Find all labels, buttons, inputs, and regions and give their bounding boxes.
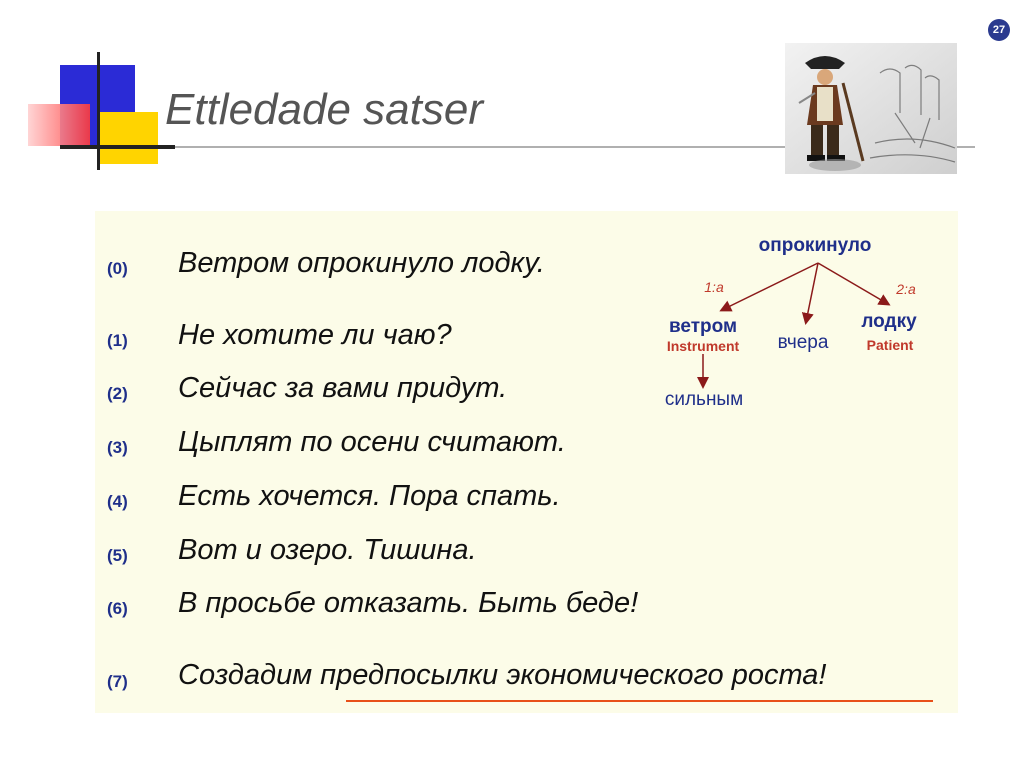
slide-title: Ettledade satser — [165, 85, 483, 134]
sentence-number: (7) — [107, 672, 128, 691]
tree-node-dep1: ветром — [668, 316, 738, 337]
tree-node-modifier: сильным — [664, 389, 744, 410]
tree-root: опрокинуло — [758, 235, 872, 256]
sentence-number: (0) — [107, 259, 128, 278]
tree-role-label: Instrument — [666, 338, 740, 354]
page-number-badge: 27 — [988, 19, 1010, 41]
tree-node-dep3: лодку — [861, 311, 917, 332]
sentence-text: Есть хочется. Пора спать. — [178, 480, 561, 512]
sentence-text: Вот и озеро. Тишина. — [178, 534, 477, 566]
tree-edge-label: 1:a — [704, 279, 724, 295]
sentence-number: (5) — [107, 546, 128, 565]
sentence-number: (2) — [107, 384, 128, 403]
tree-edge — [806, 263, 818, 322]
sentence-number: (4) — [107, 492, 128, 511]
sentence-text: Цыплят по осени считают. — [178, 426, 566, 458]
sentence-text: В просьбе отказать. Быть беде! — [178, 587, 639, 619]
sentence-number: (1) — [107, 331, 128, 350]
tree-edge — [818, 263, 888, 304]
sentence-number: (3) — [107, 438, 128, 457]
sentence-text: Ветром опрокинуло лодку. — [178, 247, 545, 279]
sentence-text: Не хотите ли чаю? — [178, 319, 452, 351]
sentence-number: (6) — [107, 599, 128, 618]
tree-role-label: Patient — [866, 337, 914, 353]
tree-edge-label: 2:a — [896, 281, 916, 297]
sentence-text: Создадим предпосылки экономического роста! — [178, 659, 827, 691]
sentence-text: Сейчас за вами придут. — [178, 372, 508, 404]
tree-edge — [722, 263, 818, 310]
tree-node-dep2: вчера — [777, 332, 829, 353]
